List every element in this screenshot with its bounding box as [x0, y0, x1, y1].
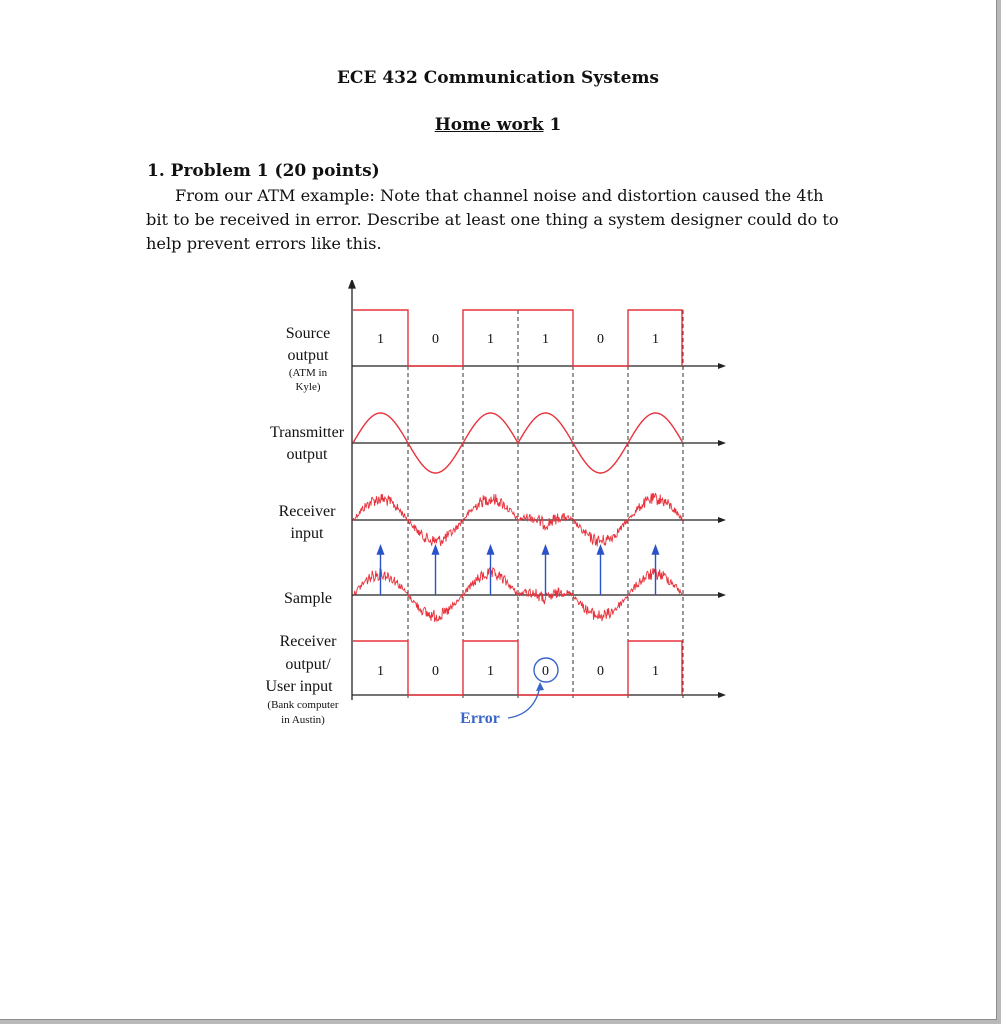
bit-boundary-gridlines	[408, 310, 683, 698]
row-axis-arrowhead	[718, 363, 726, 369]
sample-arrowhead	[488, 546, 494, 554]
received-bit: 1	[487, 664, 494, 679]
problem-text	[146, 184, 846, 256]
homework-label: Home work	[434, 115, 544, 135]
problem-text-rest: Note that channel noise and distortion caused the 4th bit to be received in error. Describe at least one thing a system designer could do to help prevent errors like this.	[146, 186, 839, 253]
error-pointer-arrowhead	[536, 682, 544, 691]
atm-signal-diagram	[250, 280, 750, 740]
received-bit: 0	[432, 664, 439, 679]
label-source-1: Source	[285, 325, 331, 342]
label-sample: Sample	[284, 590, 332, 607]
label-transmitter-1: Transmitter	[269, 424, 345, 441]
problem-heading: 1. Problem 1 (20 points)	[147, 161, 380, 181]
received-bit: 1	[652, 664, 659, 679]
receiver-output-signal	[353, 641, 682, 727]
sample-arrowhead	[653, 546, 659, 554]
source-bit: 1	[487, 332, 494, 347]
label-receiver-input-1: Receiver	[278, 503, 336, 520]
label-source-sub-1: (ATM in	[288, 367, 328, 379]
homework-title	[0, 115, 996, 135]
label-receiver-output-1: Receiver	[279, 633, 337, 650]
source-bit: 1	[542, 332, 549, 347]
received-bit: 1	[377, 664, 384, 679]
receiver-square-wave	[353, 641, 682, 695]
row-labels	[265, 325, 344, 726]
problem-text-colon: :	[369, 186, 375, 205]
error-label: Error	[460, 710, 500, 727]
sample-arrowhead	[543, 546, 549, 554]
received-bit: 0	[542, 664, 549, 679]
row-axis-arrowhead	[718, 517, 726, 523]
sample-arrowhead	[378, 546, 384, 554]
source-bit: 1	[377, 332, 384, 347]
course-title: ECE 432 Communication Systems	[336, 68, 660, 88]
sample-arrowhead	[598, 546, 604, 554]
source-bit: 1	[652, 332, 659, 347]
sample-arrowhead	[433, 546, 439, 554]
label-receiver-output-sub-2: in Austin)	[281, 714, 325, 726]
row-axis-arrowhead	[718, 440, 726, 446]
row-axis-arrowhead	[718, 692, 726, 698]
label-receiver-output-sub-1: (Bank computer	[267, 699, 339, 711]
label-source-2: output	[287, 347, 329, 364]
received-bit: 0	[597, 664, 604, 679]
source-bit: 0	[597, 332, 604, 347]
error-pointer-arrow	[508, 686, 540, 718]
label-source-sub-2: Kyle)	[295, 381, 321, 393]
source-bit: 0	[432, 332, 439, 347]
row-axis-arrowhead	[718, 592, 726, 598]
problem-text-lead: From our ATM example	[175, 186, 370, 205]
label-receiver-input-2: input	[290, 525, 324, 542]
homework-number: 1	[549, 115, 562, 135]
label-receiver-output-3: User input	[265, 678, 333, 695]
label-transmitter-2: output	[286, 446, 328, 463]
vertical-axis	[349, 280, 355, 700]
label-receiver-output-2: output/	[285, 656, 331, 673]
